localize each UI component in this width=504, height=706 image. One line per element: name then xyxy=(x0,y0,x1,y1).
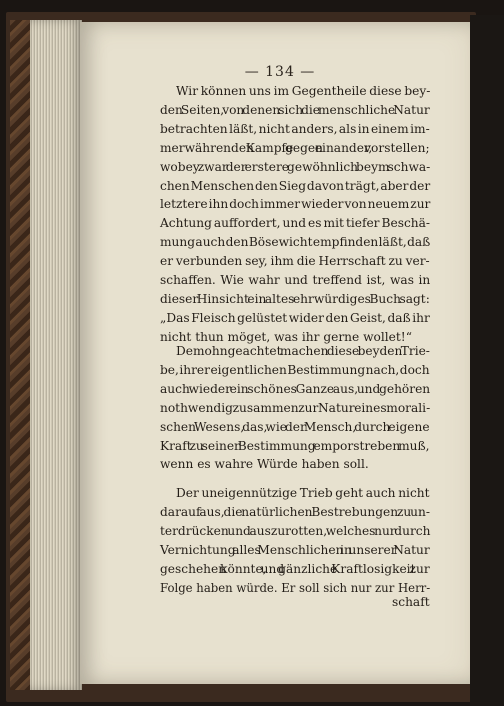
text-line: Kraft zu seiner Bestimmung emporstreben muß, xyxy=(160,438,430,453)
text-line: mung auch den Bösewicht empfinden läßt, daß xyxy=(160,235,431,250)
text-line: terdrücken und auszurotten, welches nur durch xyxy=(160,523,431,538)
text-line: er verbunden sey, ihm die Herrschaft zu ver- xyxy=(160,254,430,269)
text-line: dieser Hinsicht ein altes ehrwürdiges Buch sagt: xyxy=(160,291,430,306)
text-line: chen Menschen den Sieg davon trägt, aber der xyxy=(160,178,431,193)
text-line: wobey zwar der erstere gewöhnlich beym schwa- xyxy=(160,159,431,174)
text-line: merwährenden Kampfe gegen einander, vorstellen; xyxy=(160,140,430,155)
text-line: „Das Fleisch gelüstet wider den Geist, daß ihr xyxy=(160,310,430,325)
marbled-cover-edge xyxy=(10,20,32,690)
text-line: darauf aus, die natürlichen Bestrebungen zu un- xyxy=(160,504,430,519)
page-stack-edges xyxy=(30,20,82,690)
catchword: schaft xyxy=(392,595,430,609)
text-line: auch wieder ein schönes Ganze aus, und gehören xyxy=(160,381,431,396)
text-line: letztere ihn doch immer wieder von neuem zur xyxy=(160,197,431,212)
text-line: nothwendig zusammen zur Natur eines morali- xyxy=(160,400,431,415)
text-line: Achtung auffordert, und es mit tiefer Beschä- xyxy=(160,216,431,231)
text-line: geschehen könnte, und gänzliche Kraftlosigkeit zur xyxy=(160,561,430,576)
text-line: betrachten läßt, nicht anders, als in einem im- xyxy=(160,121,430,136)
text-line: Der uneigennützige Trieb geht auch nicht xyxy=(176,486,430,500)
text-line: den Seiten, von denen sich die menschliche Natur xyxy=(160,102,430,117)
text-line: Folge haben würde. Er soll sich nur zur Herr- xyxy=(160,580,431,595)
text-line: Wir können uns im Gegentheile diese bey- xyxy=(176,84,431,98)
text-line: Vernichtung alles Menschlichen in unserer Natur xyxy=(160,542,430,557)
text-line: schen Wesens, das, wie der Mensch, durch eigene xyxy=(160,419,430,434)
text-line: wenn es wahre Würde haben soll. xyxy=(160,457,369,472)
page-number: — 134 — xyxy=(244,64,316,80)
text-line: Demohngeachtet machen diese beyden Trie- xyxy=(176,344,430,358)
text-line: be, ihrer eigentlichen Bestimmung nach, doch xyxy=(160,362,430,377)
text-line: nicht thun möget, was ihr gerne wollet!“ xyxy=(160,329,412,344)
dark-background-edge xyxy=(470,15,504,706)
text-line: schaffen. Wie wahr und treffend ist, was in xyxy=(160,273,431,287)
